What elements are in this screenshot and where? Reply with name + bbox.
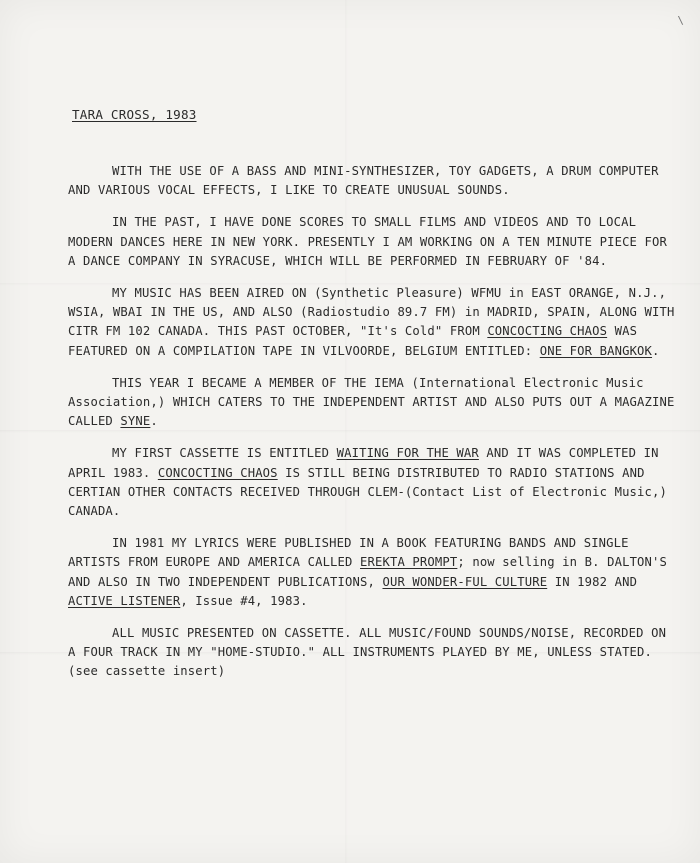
paragraph-text: MY FIRST CASSETTE IS ENTITLED bbox=[112, 446, 337, 461]
paragraph-text: IN 1982 AND bbox=[547, 574, 638, 589]
paragraph-text: IS STILL BEING DISTRIBUTED TO RADIO STATIONS AND CERTIAN OTHER CONTACTS RECEIVED THROUGH CLEM-(Contact List of Electronic Music,) CANADA. bbox=[68, 465, 667, 519]
document-title: TARA CROSS, 1983 bbox=[72, 107, 197, 122]
underlined-title: CONCOCTING CHAOS bbox=[157, 465, 278, 480]
paragraph-p1 bbox=[68, 162, 680, 200]
paragraph-text: WAS FEATURED ON A COMPILATION TAPE IN VILVOORDE, BELGIUM ENTITLED: bbox=[68, 324, 638, 358]
paragraph-text: IN 1981 MY LYRICS WERE PUBLISHED IN A BOOK FEATURING BANDS AND SINGLE ARTISTS FROM EUROPE AND AMERICA CALLED bbox=[68, 536, 629, 570]
paragraph-text: . bbox=[150, 414, 158, 429]
paragraph-text: WITH THE USE OF A BASS AND MINI-SYNTHESIZER, TOY GADGETS, A DRUM COMPUTER AND VARIOUS VOCAL EFFECTS, I LIKE TO CREATE UNUSUAL SOUNDS. bbox=[68, 164, 659, 198]
paragraph-text: . bbox=[652, 343, 660, 358]
paragraph-text: IN THE PAST, I HAVE DONE SCORES TO SMALL FILMS AND VIDEOS AND TO LOCAL MODERN DANCES HERE IN NEW YORK. PRESENTLY I AM WORKING ON A TEN MINUTE PIECE FOR A DANCE COMPANY IN SYRACUSE, WHICH WILL BE PERFORMED IN FEBRUARY OF '84. bbox=[68, 215, 667, 268]
paragraph-p4 bbox=[68, 374, 680, 432]
paragraph-text: THIS YEAR I BECAME A MEMBER OF THE IEMA (International Electronic Music Association,) WHICH CATERS TO THE INDEPENDENT ARTIST AND ALSO PUTS OUT A MAGAZINE CALLED bbox=[68, 375, 675, 429]
document-body bbox=[68, 162, 680, 695]
paragraph-p3 bbox=[68, 284, 680, 361]
paragraph-p7 bbox=[68, 624, 680, 682]
page-corner-mark: \ bbox=[677, 14, 684, 27]
paragraph-text: MY MUSIC HAS BEEN AIRED ON (Synthetic Pleasure) WFMU in EAST ORANGE, N.J., WSIA, WBAI IN THE US, AND ALSO (Radiostudio 89.7 FM) in MADRID, SPAIN, ALONG WITH CITR FM 102 CANADA. THIS PAST OCTOBER, "It's Cold" FROM bbox=[68, 286, 675, 339]
paragraph-text: ALL MUSIC PRESENTED ON CASSETTE. ALL MUSIC/FOUND SOUNDS/NOISE, RECORDED ON A FOUR TRACK IN MY "HOME-STUDIO." ALL INSTRUMENTS PLAYED BY ME, UNLESS STATED. (see cassette insert) bbox=[68, 626, 667, 679]
underlined-title: ACTIVE LISTENER bbox=[68, 593, 181, 608]
underlined-title: WAITING FOR THE WAR bbox=[336, 446, 479, 461]
underlined-title: CONCOCTING CHAOS bbox=[487, 324, 608, 339]
paragraph-text: AND IT WAS COMPLETED IN APRIL 1983. bbox=[68, 446, 659, 480]
underlined-title: EREKTA PROMPT bbox=[360, 555, 458, 570]
paragraph-text: ; now selling in B. DALTON'S AND ALSO IN TWO INDEPENDENT PUBLICATIONS, bbox=[68, 555, 668, 589]
underlined-title: SYNE bbox=[120, 414, 151, 429]
paragraph-p2 bbox=[68, 213, 680, 271]
underlined-title: ONE FOR BANGKOK bbox=[539, 343, 653, 358]
paragraph-p6 bbox=[68, 534, 680, 611]
paragraph-text: , Issue #4, 1983. bbox=[180, 593, 308, 608]
underlined-title: OUR WONDER-FUL CULTURE bbox=[382, 574, 548, 589]
paragraph-p5 bbox=[68, 444, 680, 521]
